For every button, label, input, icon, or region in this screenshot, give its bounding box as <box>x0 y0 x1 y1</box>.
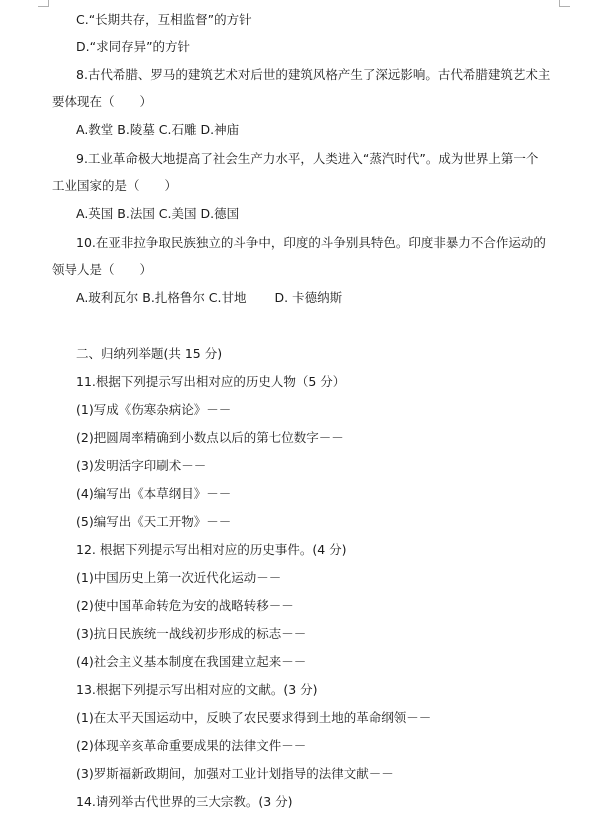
page-corner-mark-right <box>559 0 570 7</box>
section-2-heading: 二、归纳列举题(共 15 分) <box>76 346 223 361</box>
q9-options: A.英国 B.法国 C.美国 D.德国 <box>76 206 240 221</box>
q7-option-d: D.“求同存异”的方针 <box>76 39 191 54</box>
q11-item-1: (1)写成《伤寒杂病论》－－ <box>76 402 232 417</box>
q10-stem: 10.在亚非拉争取民族独立的斗争中，印度的斗争别具特色。印度非暴力不合作运动的 <box>76 235 546 250</box>
q12-item-3: (3)抗日民族统一战线初步形成的标志－－ <box>76 626 307 641</box>
q12-stem: 12. 根据下列提示写出相对应的历史事件。(4 分) <box>76 542 347 557</box>
q10-options-abc: A.玻利瓦尔 B.扎格鲁尔 C.甘地 <box>76 290 247 305</box>
q10-options <box>76 290 342 306</box>
q14-stem: 14.请列举古代世界的三大宗教。(3 分) <box>76 794 293 809</box>
q13-item-1: (1)在太平天国运动中，反映了农民要求得到土地的革命纲领－－ <box>76 710 432 725</box>
q13-item-3: (3)罗斯福新政期间，加强对工业计划指导的法律文献－－ <box>76 766 394 781</box>
q12-item-1: (1)中国历史上第一次近代化运动－－ <box>76 570 282 585</box>
q11-item-4: (4)编写出《本草纲目》－－ <box>76 486 232 501</box>
q11-item-5: (5)编写出《天工开物》－－ <box>76 514 232 529</box>
q10-stem-cont: 领导人是（ ） <box>52 262 153 277</box>
q10-option-d: D. 卡德纳斯 <box>274 290 343 305</box>
q13-stem: 13.根据下列提示写出相对应的文献。(3 分) <box>76 682 318 697</box>
q11-item-2: (2)把圆周率精确到小数点以后的第七位数字－－ <box>76 430 344 445</box>
q12-item-4: (4)社会主义基本制度在我国建立起来－－ <box>76 654 307 669</box>
q7-option-c: C.“长期共存，互相监督”的方针 <box>76 12 252 27</box>
q9-stem: 9.工业革命极大地提高了社会生产力水平，人类进入“蒸汽时代”。成为世界上第一个 <box>76 151 539 166</box>
q11-item-3: (3)发明活字印刷术－－ <box>76 458 207 473</box>
q8-options: A.教堂 B.陵墓 C.石雕 D.神庙 <box>76 122 240 137</box>
q12-item-2: (2)使中国革命转危为安的战略转移－－ <box>76 598 294 613</box>
page-corner-mark-left <box>38 0 49 7</box>
q8-stem-cont: 要体现在（ ） <box>52 94 153 109</box>
q8-stem: 8.古代希腊、罗马的建筑艺术对后世的建筑风格产生了深远影响。古代希腊建筑艺术主 <box>76 67 551 82</box>
q9-stem-cont: 工业国家的是（ ） <box>52 178 178 193</box>
q11-stem: 11.根据下列提示写出相对应的历史人物（5 分） <box>76 374 346 389</box>
q13-item-2: (2)体现辛亥革命重要成果的法律文件－－ <box>76 738 307 753</box>
